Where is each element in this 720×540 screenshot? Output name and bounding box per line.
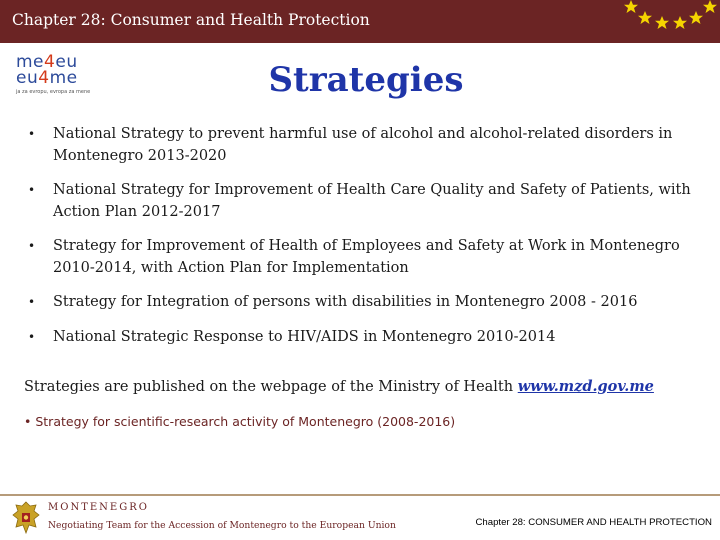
additional-strategy: • Strategy for scientific-research activity of Montenegro (2008-2016)	[24, 414, 456, 429]
list-item-text: Strategy for Improvement of Health of Employees and Safety at Work in Montenegro 2010-2014, with Action Plan for Implementation	[53, 238, 680, 276]
bullet-marker: •	[28, 127, 36, 141]
bullet-marker: •	[28, 295, 36, 309]
header-bar	[0, 0, 720, 43]
publication-note	[24, 378, 654, 395]
logo-text: me	[49, 68, 78, 88]
list-item	[28, 327, 718, 349]
bullet-marker: •	[28, 183, 36, 197]
footer-chapter: Chapter 28: CONSUMER AND HEALTH PROTECTION	[475, 517, 712, 528]
header-title: Chapter 28: Consumer and Health Protection	[12, 11, 370, 29]
footer-country: MONTENEGRO	[48, 502, 149, 513]
list-item-text: National Strategy to prevent harmful use of alcohol and alcohol-related disorders in Montenegro 2013-2020	[53, 126, 673, 164]
logo-tagline: ja za evropu, evropa za mene	[16, 89, 91, 95]
list-item-text: National Strategy for Improvement of Health Care Quality and Safety of Patients, with Action Plan 2012-2017	[53, 182, 691, 220]
eu-stars-icon	[600, 0, 720, 43]
logo-text: eu	[55, 52, 78, 72]
ministry-link[interactable]: www.mzd.gov.me	[517, 378, 654, 395]
strategy-list	[28, 124, 718, 361]
list-item-text: National Strategic Response to HIV/AIDS in Montenegro 2010-2014	[53, 328, 556, 345]
slide-title: Strategies	[268, 60, 464, 100]
list-item	[28, 292, 718, 314]
logo-text: eu	[16, 68, 39, 88]
list-item	[28, 180, 718, 223]
footer-team: Negotiating Team for the Accession of Montenegro to the European Union	[48, 520, 396, 531]
logo-text: 4	[38, 68, 50, 88]
note-text: Strategies are published on the webpage of the Ministry of Health	[24, 379, 518, 395]
list-item	[28, 124, 718, 167]
bullet-marker: •	[28, 239, 36, 253]
list-item-text: Strategy for Integration of persons with disabilities in Montenegro 2008 - 2016	[53, 294, 638, 310]
footer-divider	[0, 494, 720, 496]
logo-text: 4	[44, 52, 56, 72]
montenegro-crest-icon	[10, 500, 42, 536]
list-item	[28, 236, 718, 279]
bullet-marker: •	[28, 329, 36, 344]
logo-text: me	[16, 52, 45, 72]
